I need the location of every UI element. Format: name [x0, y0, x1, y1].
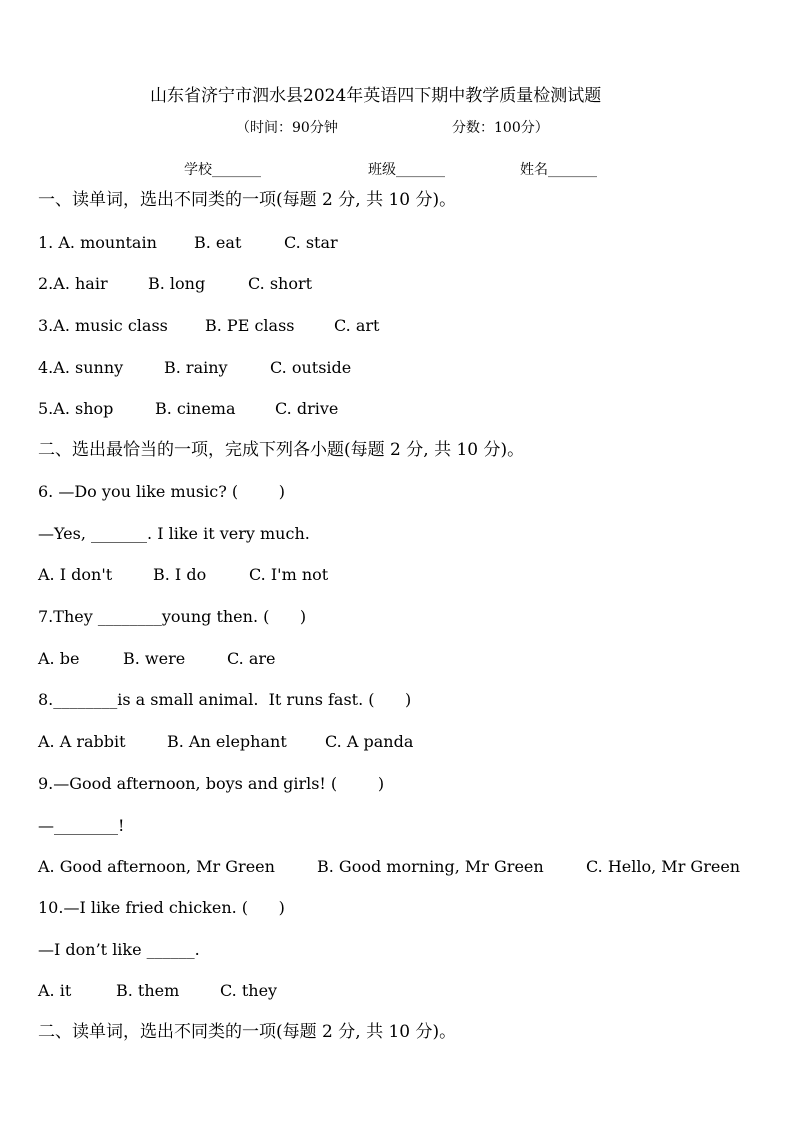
q6-option-a: A. I don't — [38, 565, 113, 584]
section-2-heading: 二、选出最恰当的一项，完成下列各小题(每题 2 分, 共 10 分)。 — [38, 440, 525, 460]
q2-option-c: C. short — [248, 274, 313, 293]
q10-answer-line: —I don’t like ______. — [38, 940, 200, 959]
q4-option-c: C. outside — [270, 358, 352, 377]
name-field: 姓名_______ — [520, 162, 597, 178]
q6-option-c: C. I'm not — [249, 565, 329, 584]
q3-option-c: C. art — [334, 316, 380, 335]
q1-option-b: B. eat — [194, 233, 242, 252]
q6-option-b: B. I do — [153, 565, 207, 584]
q4-option-a: 4.A. sunny — [38, 358, 124, 377]
q10-option-a: A. it — [38, 981, 72, 1000]
q8-stem: 8.________is a small animal. It runs fast. ( ) — [38, 690, 412, 709]
q4-option-b: B. rainy — [164, 358, 228, 377]
q7-stem: 7.They ________young then. ( ) — [38, 607, 307, 626]
q8-option-c: C. A panda — [325, 732, 414, 751]
q3-option-a: 3.A. music class — [38, 316, 168, 335]
exam-score: 分数：100分） — [452, 120, 549, 136]
q6-answer-line: —Yes, _______. I like it very much. — [38, 524, 310, 543]
q5-option-a: 5.A. shop — [38, 399, 114, 418]
school-field: 学校_______ — [184, 162, 261, 178]
q9-option-b: B. Good morning, Mr Green — [317, 857, 544, 876]
q5-option-c: C. drive — [275, 399, 339, 418]
q10-stem: 10.—I like fried chicken. ( ) — [38, 898, 285, 917]
q7-option-a: A. be — [38, 649, 80, 668]
q10-option-b: B. them — [116, 981, 180, 1000]
q9-option-a: A. Good afternoon, Mr Green — [38, 857, 275, 876]
q3-option-b: B. PE class — [205, 316, 295, 335]
q7-option-b: B. were — [123, 649, 186, 668]
section-3-heading: 二、读单词，选出不同类的一项(每题 2 分, 共 10 分)。 — [38, 1022, 457, 1042]
q1-option-a: 1. A. mountain — [38, 233, 157, 252]
q1-option-c: C. star — [284, 233, 338, 252]
q8-option-b: B. An elephant — [167, 732, 287, 751]
q2-option-b: B. long — [148, 274, 206, 293]
section-1-heading: 一、读单词，选出不同类的一项(每题 2 分, 共 10 分)。 — [38, 190, 457, 210]
q7-option-c: C. are — [227, 649, 276, 668]
q5-option-b: B. cinema — [155, 399, 236, 418]
q9-option-c: C. Hello, Mr Green — [586, 857, 741, 876]
q2-option-a: 2.A. hair — [38, 274, 108, 293]
page-title: 山东省济宁市泗水县2024年英语四下期中教学质量检测试题 — [150, 86, 602, 106]
q6-stem: 6. —Do you like music? ( ) — [38, 482, 286, 501]
class-field: 班级_______ — [368, 162, 445, 178]
exam-time: （时间：90分钟 — [236, 120, 338, 136]
q8-option-a: A. A rabbit — [38, 732, 126, 751]
q9-answer-line: —________! — [38, 816, 125, 835]
q10-option-c: C. they — [220, 981, 278, 1000]
q9-stem: 9.—Good afternoon, boys and girls! ( ) — [38, 774, 385, 793]
